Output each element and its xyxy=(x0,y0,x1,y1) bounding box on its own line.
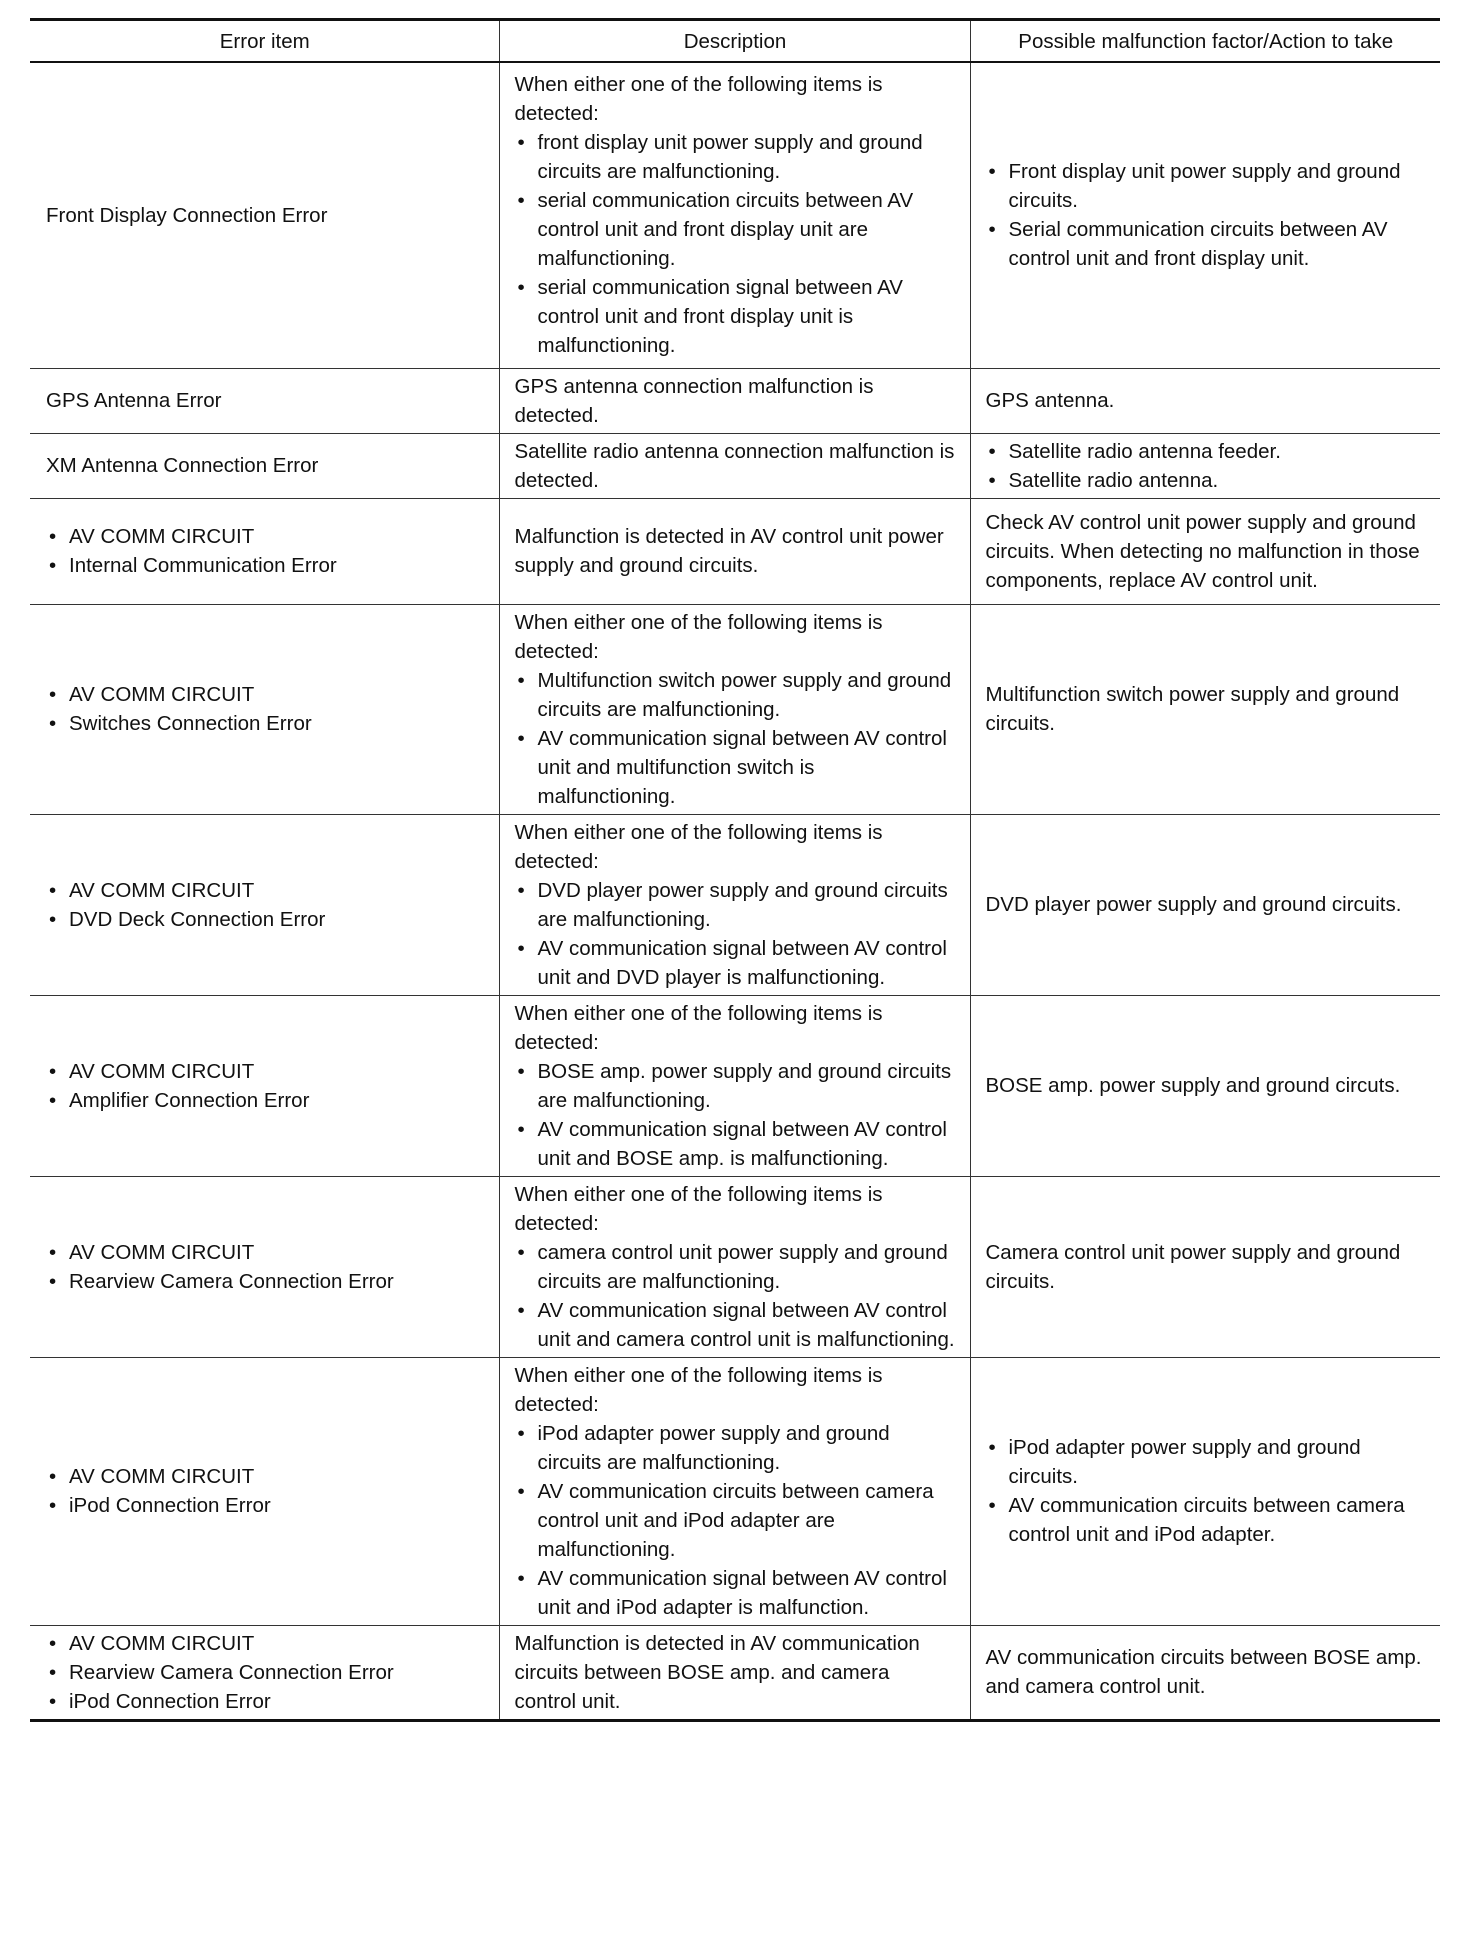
action-text: BOSE amp. power supply and ground circuts. xyxy=(985,1074,1401,1097)
table-row xyxy=(30,62,1440,368)
list-item: • BOSE amp. power supply and ground circuits are malfunctioning. xyxy=(515,1057,956,1115)
table-row xyxy=(30,433,1440,498)
error-item-cell xyxy=(30,1176,499,1357)
description-cell xyxy=(499,62,970,368)
list-item: • AV COMM CIRCUIT xyxy=(46,1462,485,1491)
action-cell xyxy=(970,1625,1440,1720)
description-text: Malfunction is detected in AV control unit power supply and ground circuits. xyxy=(514,525,944,577)
list-item: • AV communication signal between AV control unit and DVD player is malfunctioning. xyxy=(515,934,956,992)
error-item-list xyxy=(46,1057,485,1115)
list-item: • AV COMM CIRCUIT xyxy=(46,680,485,709)
description-list xyxy=(515,876,956,992)
description-cell xyxy=(499,433,970,498)
table-body xyxy=(30,62,1440,1720)
action-text: AV communication circuits between BOSE amp. and camera control unit. xyxy=(985,1646,1422,1698)
action-cell xyxy=(970,62,1440,368)
description-intro: When either one of the following items is detected: xyxy=(514,1363,883,1416)
error-item-cell xyxy=(30,433,499,498)
description-cell xyxy=(499,368,970,433)
table-row xyxy=(30,1357,1440,1625)
description-list xyxy=(515,666,956,811)
action-text: Check AV control unit power supply and ground circuits. When detecting no malfunction in those components, replace AV control unit. xyxy=(985,510,1420,592)
error-item-text: Front Display Connection Error xyxy=(46,203,328,227)
list-item: • serial communication signal between AV control unit and front display unit is malfunctioning. xyxy=(515,273,956,360)
action-cell xyxy=(970,604,1440,814)
description-cell xyxy=(499,1625,970,1720)
header-action: Possible malfunction factor/Action to take xyxy=(970,20,1440,63)
description-text: Satellite radio antenna connection malfunction is detected. xyxy=(514,439,955,492)
list-item: • iPod Connection Error xyxy=(46,1687,485,1716)
description-cell xyxy=(499,1357,970,1625)
error-item-cell xyxy=(30,368,499,433)
error-item-cell xyxy=(30,498,499,604)
error-item-list xyxy=(46,680,485,738)
header-error-item: Error item xyxy=(30,20,499,63)
error-item-list xyxy=(46,876,485,934)
action-cell xyxy=(970,995,1440,1176)
list-item: • AV COMM CIRCUIT xyxy=(46,876,485,905)
list-item: • Switches Connection Error xyxy=(46,709,485,738)
error-item-cell xyxy=(30,62,499,368)
action-text: Multifunction switch power supply and ground circuits. xyxy=(985,683,1400,735)
list-item: • DVD player power supply and ground circuits are malfunctioning. xyxy=(515,876,956,934)
description-intro: When either one of the following items is detected: xyxy=(514,610,883,663)
list-item: • AV communication circuits between camera control unit and iPod adapter are malfunctioning. xyxy=(515,1477,956,1564)
description-list xyxy=(515,1419,956,1622)
action-cell xyxy=(970,1357,1440,1625)
list-item: • iPod Connection Error xyxy=(46,1491,485,1520)
description-cell xyxy=(499,995,970,1176)
description-intro: When either one of the following items is detected: xyxy=(514,1001,883,1054)
list-item: • Satellite radio antenna feeder. xyxy=(986,437,1427,466)
list-item: • Rearview Camera Connection Error xyxy=(46,1267,485,1296)
description-cell xyxy=(499,1176,970,1357)
action-list xyxy=(986,437,1427,495)
list-item: • serial communication circuits between AV control unit and front display unit are malfunctioning. xyxy=(515,186,956,273)
list-item: • AV communication circuits between camera control unit and iPod adapter. xyxy=(986,1491,1427,1549)
list-item: • Rearview Camera Connection Error xyxy=(46,1658,485,1687)
action-cell xyxy=(970,498,1440,604)
action-text: Camera control unit power supply and ground circuits. xyxy=(985,1240,1401,1293)
description-intro: When either one of the following items is detected: xyxy=(514,73,883,126)
description-cell xyxy=(499,814,970,995)
table-row xyxy=(30,1176,1440,1357)
description-text: GPS antenna connection malfunction is detected. xyxy=(514,374,874,427)
action-list xyxy=(986,157,1427,273)
list-item: • Amplifier Connection Error xyxy=(46,1086,485,1115)
list-item: • AV COMM CIRCUIT xyxy=(46,1629,485,1658)
list-item: • AV communication signal between AV control unit and BOSE amp. is malfunctioning. xyxy=(515,1115,956,1173)
error-item-cell xyxy=(30,604,499,814)
list-item: • Serial communication circuits between AV control unit and front display unit. xyxy=(986,215,1427,273)
error-item-list xyxy=(46,1238,485,1296)
list-item: • iPod adapter power supply and ground circuits. xyxy=(986,1433,1427,1491)
description-cell xyxy=(499,498,970,604)
list-item: • Multifunction switch power supply and ground circuits are malfunctioning. xyxy=(515,666,956,724)
error-item-text: XM Antenna Connection Error xyxy=(46,454,319,477)
error-item-cell xyxy=(30,814,499,995)
list-item: • AV communication signal between AV control unit and camera control unit is malfunctioning. xyxy=(515,1296,956,1354)
action-cell xyxy=(970,814,1440,995)
description-intro: When either one of the following items is detected: xyxy=(514,820,883,873)
error-item-list xyxy=(46,1462,485,1520)
list-item: • iPod adapter power supply and ground circuits are malfunctioning. xyxy=(515,1419,956,1477)
list-item: • camera control unit power supply and ground circuits are malfunctioning. xyxy=(515,1238,956,1296)
list-item: • Internal Communication Error xyxy=(46,551,485,580)
list-item: • AV COMM CIRCUIT xyxy=(46,522,485,551)
list-item: • Satellite radio antenna. xyxy=(986,466,1427,495)
list-item: • AV COMM CIRCUIT xyxy=(46,1057,485,1086)
action-cell xyxy=(970,368,1440,433)
action-text: DVD player power supply and ground circuits. xyxy=(985,893,1402,916)
action-cell xyxy=(970,1176,1440,1357)
list-item: • front display unit power supply and ground circuits are malfunctioning. xyxy=(515,128,956,186)
error-item-cell xyxy=(30,1625,499,1720)
action-text: GPS antenna. xyxy=(985,389,1115,412)
table-row xyxy=(30,604,1440,814)
table-header-row xyxy=(30,20,1440,63)
header-description: Description xyxy=(499,20,970,63)
table-row xyxy=(30,498,1440,604)
error-item-cell xyxy=(30,995,499,1176)
table-row xyxy=(30,368,1440,433)
error-item-list xyxy=(46,1629,485,1716)
error-table xyxy=(30,18,1440,1722)
error-item-list xyxy=(46,522,485,580)
description-list xyxy=(515,1238,956,1354)
error-item-text: GPS Antenna Error xyxy=(46,389,222,412)
list-item: • AV communication signal between AV control unit and multifunction switch is malfunctioning. xyxy=(515,724,956,811)
table-row xyxy=(30,1625,1440,1720)
table-row xyxy=(30,995,1440,1176)
list-item: • AV COMM CIRCUIT xyxy=(46,1238,485,1267)
error-item-cell xyxy=(30,1357,499,1625)
list-item: • Front display unit power supply and ground circuits. xyxy=(986,157,1427,215)
list-item: • DVD Deck Connection Error xyxy=(46,905,485,934)
description-cell xyxy=(499,604,970,814)
description-list xyxy=(515,128,956,360)
table-row xyxy=(30,814,1440,995)
action-list xyxy=(986,1433,1427,1549)
action-cell xyxy=(970,433,1440,498)
list-item: • AV communication signal between AV control unit and iPod adapter is malfunction. xyxy=(515,1564,956,1622)
description-intro: When either one of the following items is detected: xyxy=(514,1182,883,1235)
description-list xyxy=(515,1057,956,1173)
description-text: Malfunction is detected in AV communication circuits between BOSE amp. and camera control unit. xyxy=(514,1631,920,1713)
